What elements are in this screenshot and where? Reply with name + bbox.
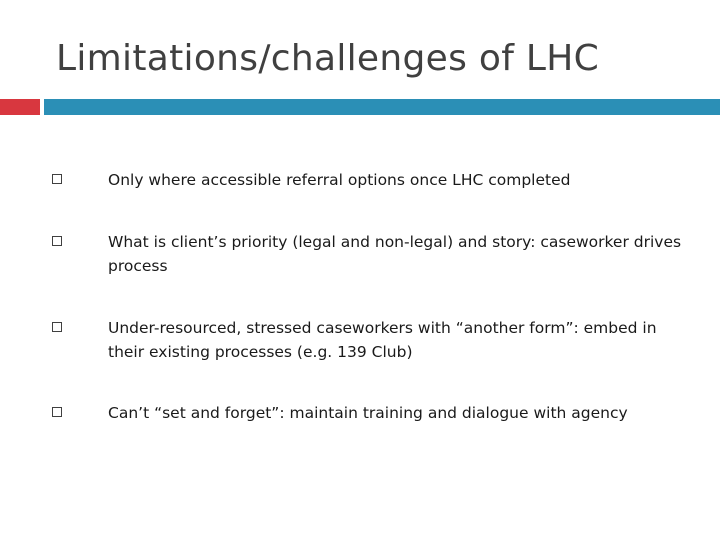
hollow-square-bullet-icon xyxy=(52,407,62,417)
slide-title: Limitations/challenges of LHC xyxy=(56,38,600,79)
bullet-text: Can’t “set and forget”: maintain training and dialogue with agency xyxy=(108,404,628,422)
bullet-text: Under-resourced, stressed caseworkers with “another form”: embed in their existing processes (e.g. 139 Club) xyxy=(108,319,657,361)
bullet-text: What is client’s priority (legal and non-legal) and story: caseworker drives process xyxy=(108,233,682,275)
hollow-square-bullet-icon xyxy=(52,174,62,184)
bullet-text: Only where accessible referral options once LHC completed xyxy=(108,171,571,189)
title-divider-bar xyxy=(44,99,720,115)
hollow-square-bullet-icon xyxy=(52,236,62,246)
hollow-square-bullet-icon xyxy=(52,322,62,332)
title-accent-bar xyxy=(0,99,40,115)
